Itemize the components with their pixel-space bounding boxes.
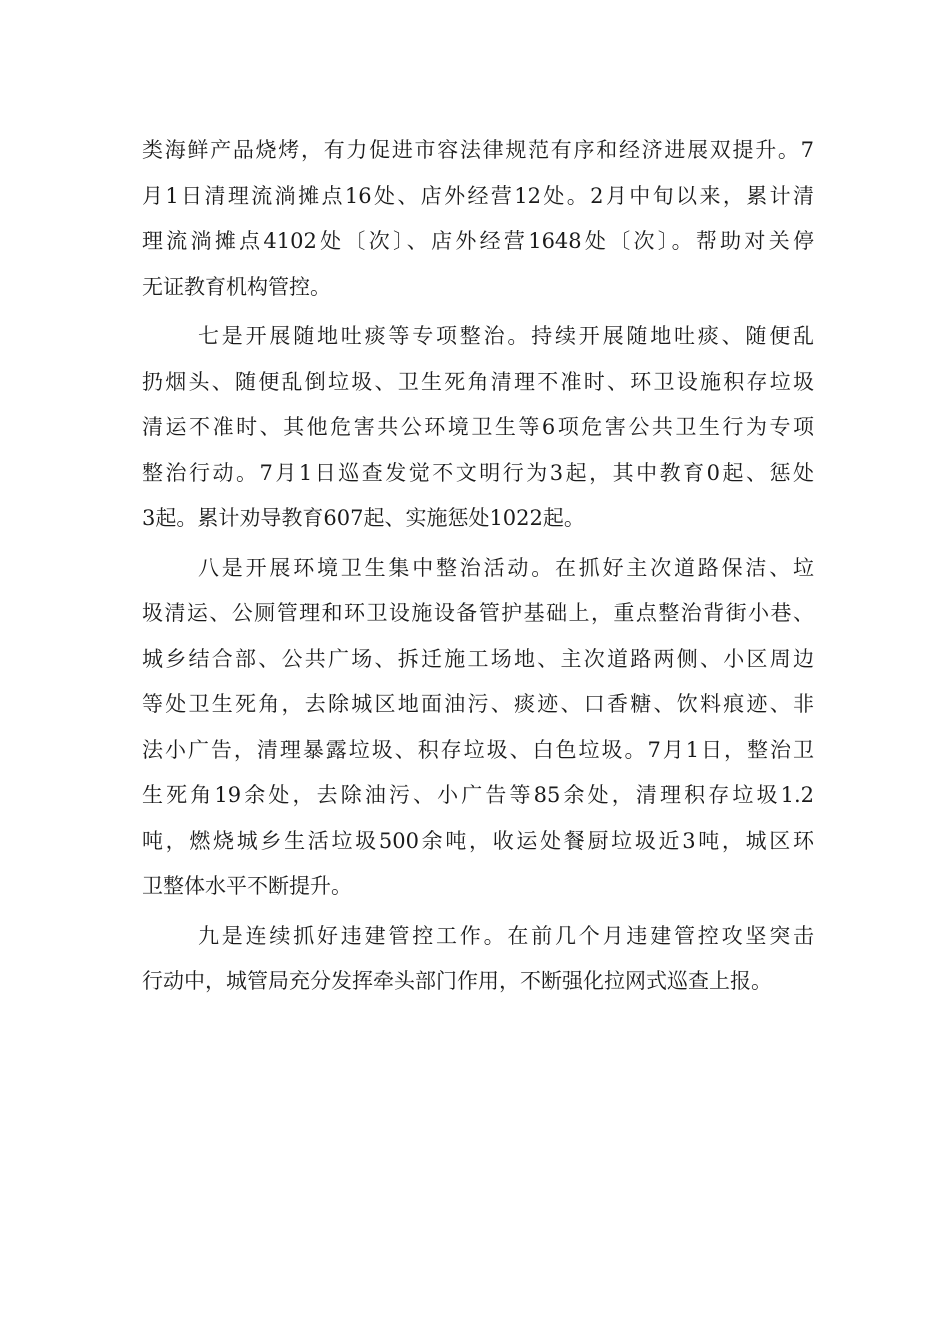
paragraph-4 (142, 914, 814, 1005)
paragraph-2 (142, 314, 814, 542)
text-line: 吨，燃烧城乡生活垃圾500余吨，收运处餐厨垃圾近3吨，城区环 (142, 828, 814, 853)
text-line: 九是连续抓好违建管控工作。在前几个月违建管控攻坚突击 (198, 923, 814, 948)
text-line: 无证教育机构管控。 (142, 274, 331, 299)
text-line: 七是开展随地吐痰等专项整治。持续开展随地吐痰、随便乱 (198, 324, 814, 348)
text-line: 整治行动。7月1日巡查发觉不文明行为3起，其中教育0起、惩处 (142, 460, 814, 485)
text-line: 生死角19余处，去除油污、小广告等85余处，清理积存垃圾1.2 (142, 783, 814, 807)
text-line: 月1日清理流淌摊点16处、店外经营12处。2月中旬以来，累计清 (142, 183, 814, 208)
text-line: 卫整体水平不断提升。 (142, 874, 352, 898)
text-line: 城乡结合部、公共广场、拆迁施工场地、主次道路两侧、小区周边 (142, 646, 814, 671)
text-line: 类海鲜产品烧烤，有力促进市容法律规范有序和经济进展双提升。7 (142, 138, 814, 162)
text-line: 行动中，城管局充分发挥牵头部门作用，不断强化拉网式巡查上报。 (142, 969, 772, 993)
paragraph-1 (142, 128, 814, 310)
text-line: 扔烟头、随便乱倒垃圾、卫生死角清理不准时、环卫设施积存垃圾 (142, 369, 814, 394)
text-line: 圾清运、公厕管理和环卫设施设备管护基础上，重点整治背街小巷、 (142, 601, 814, 625)
text-line: 八是开展环境卫生集中整治活动。在抓好主次道路保洁、垃 (198, 555, 814, 580)
text-line: 理流淌摊点4102处〔次〕、店外经营1648处〔次〕。帮助对关停 (142, 229, 814, 253)
text-line: 3起。累计劝导教育607起、实施惩处1022起。 (142, 506, 585, 530)
text-line: 法小广告，清理暴露垃圾、积存垃圾、白色垃圾。7月1日，整治卫 (142, 737, 814, 762)
text-line: 等处卫生死角，去除城区地面油污、痰迹、口香糖、饮料痕迹、非 (142, 692, 814, 716)
paragraph-3 (142, 546, 814, 910)
document-body (142, 128, 814, 1005)
text-line: 清运不准时、其他危害共公环境卫生等6项危害公共卫生行为专项 (142, 415, 814, 439)
